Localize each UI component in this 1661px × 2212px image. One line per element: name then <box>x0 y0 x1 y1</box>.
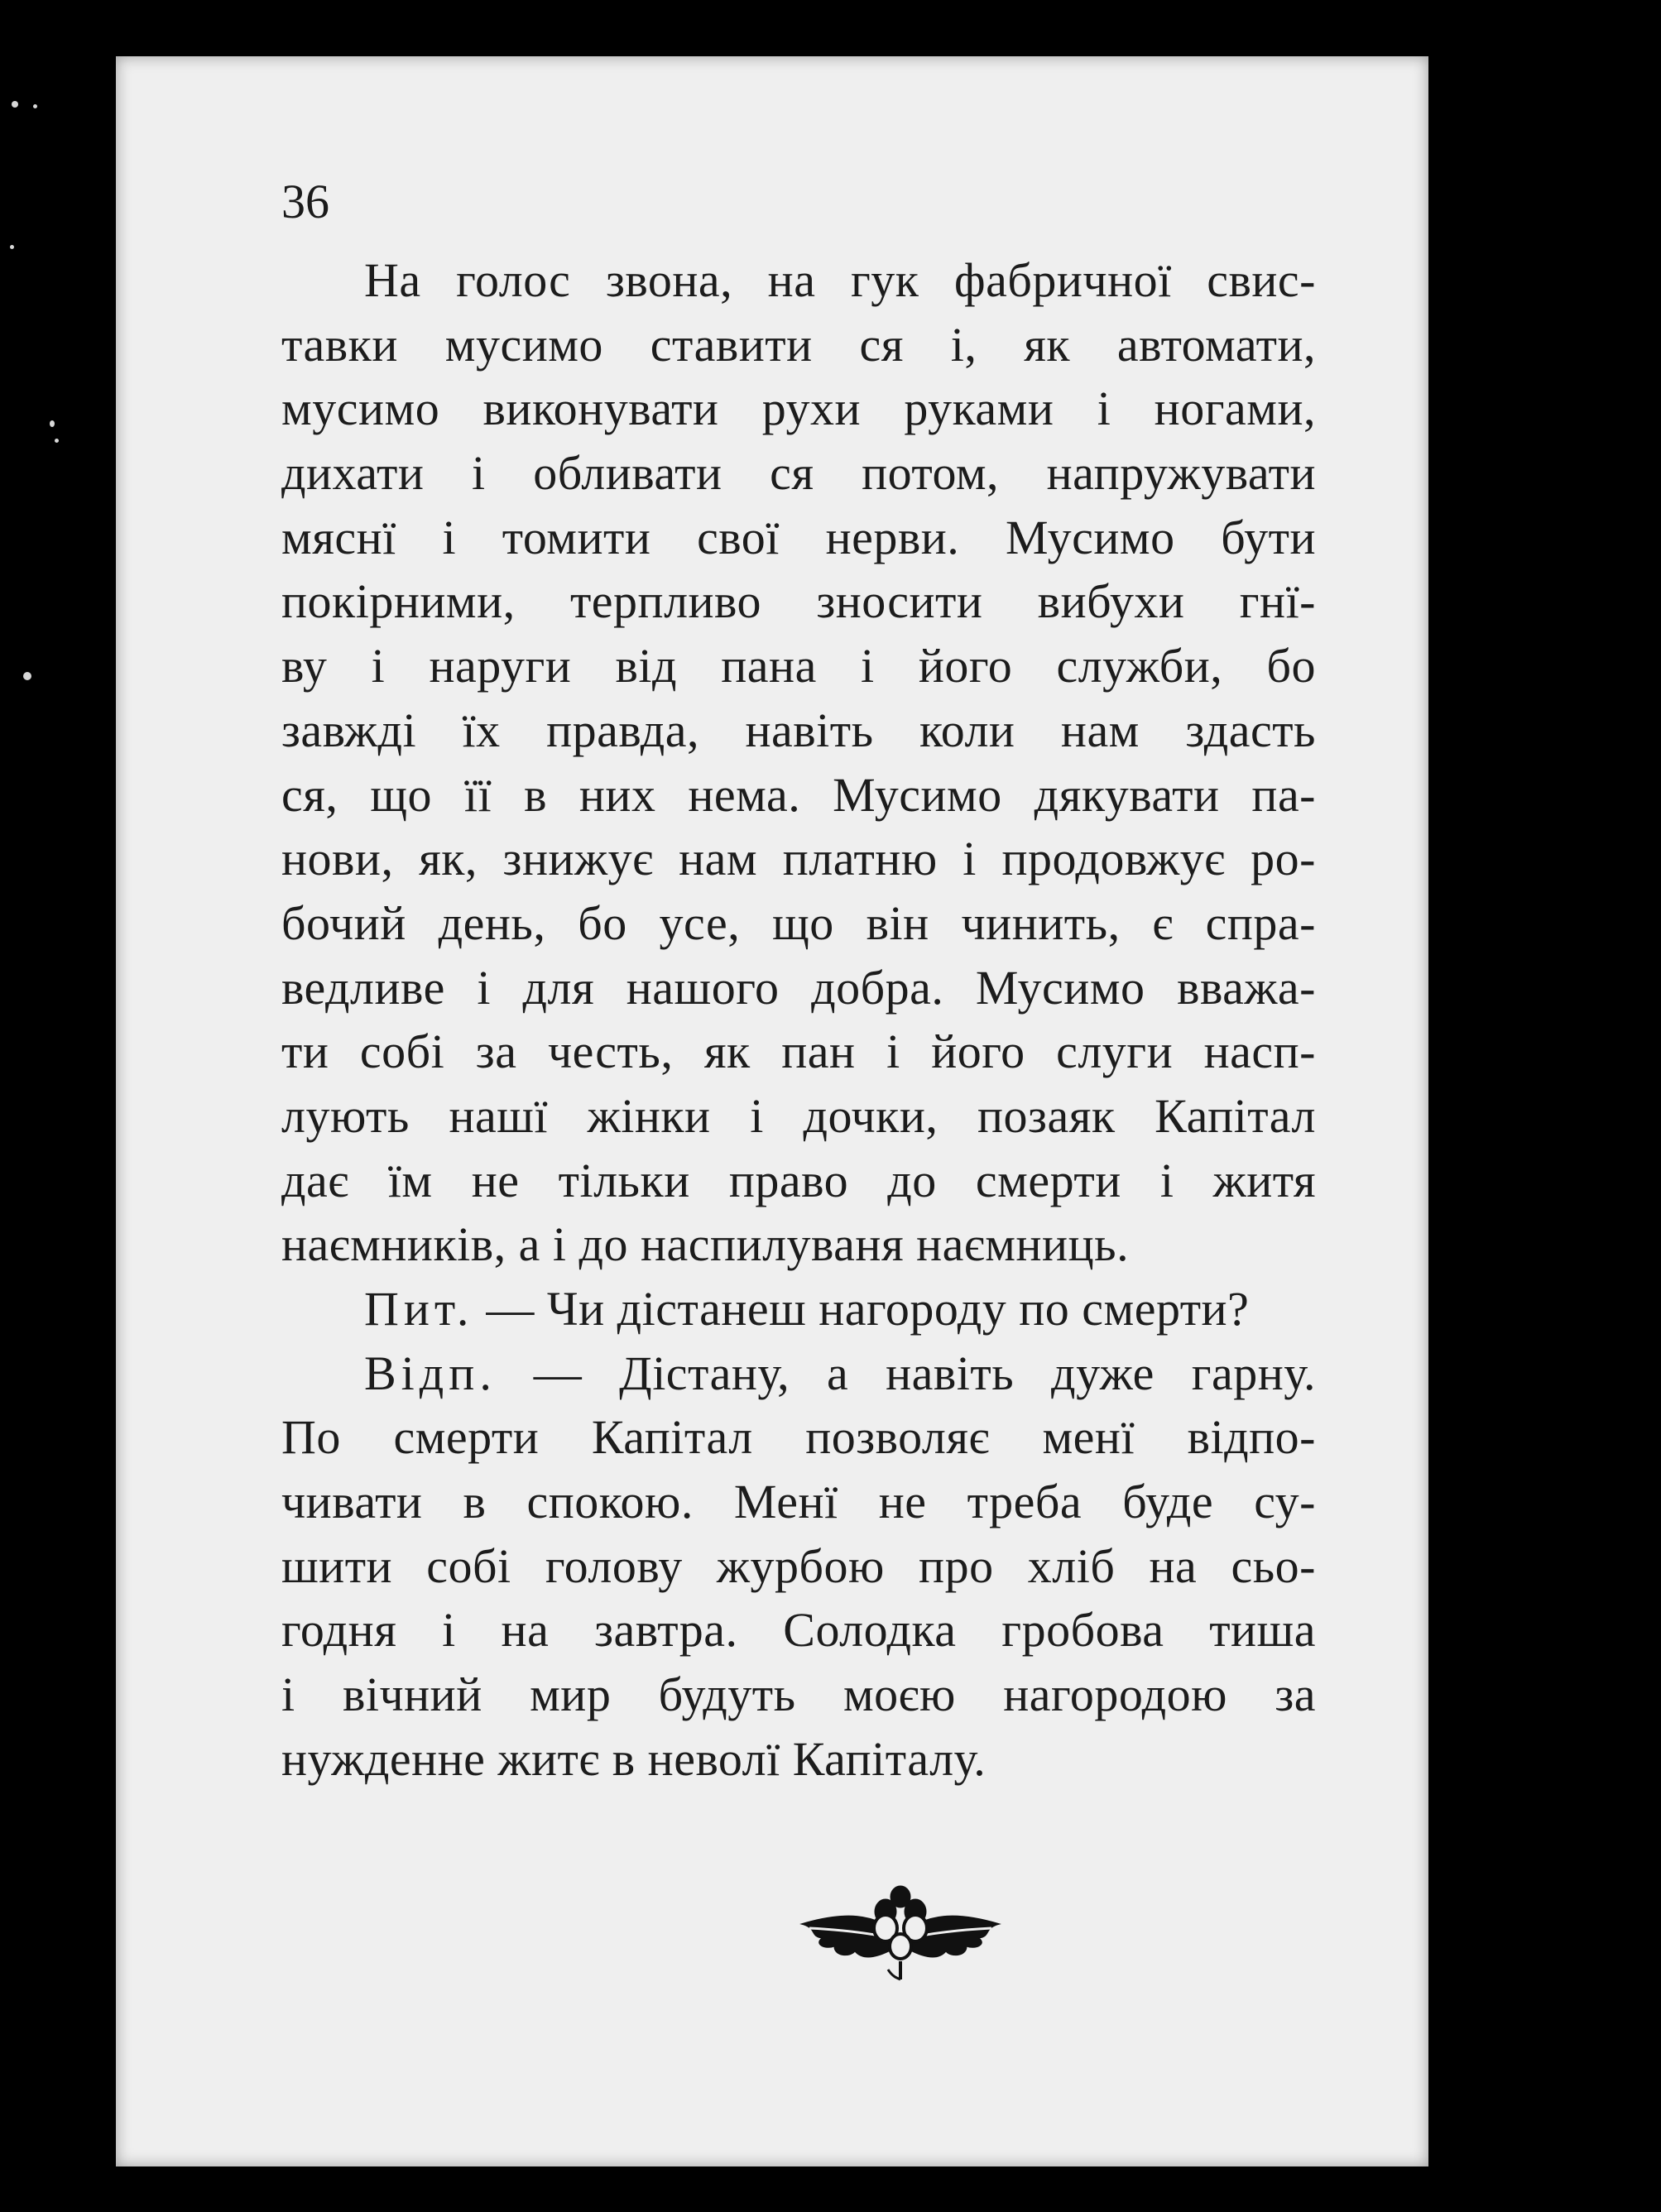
scan-speck <box>23 672 31 680</box>
paragraph-line: бочий день, бо усе, що він чинить, є спра- <box>281 895 1316 950</box>
paragraph-line: ву і наруги від пана і його служби, бо <box>281 639 1316 693</box>
answer-line: шити собі голову журбою про хліб на сьо- <box>281 1538 1316 1593</box>
paragraph-line: тавки мусимо ставити ся і, як автомати, <box>281 317 1316 372</box>
paragraph-line: дихати і обливати ся потом, напружувати <box>281 446 1316 501</box>
paragraph-line: ведливе і для нашого добра. Мусимо вважа- <box>281 960 1316 1015</box>
answer-line: По смерти Капітал позволяє менї відпо- <box>281 1410 1316 1465</box>
question-text: — Чи дістанеш нагороду по смерти? <box>486 1282 1250 1336</box>
answer-line: нужденне житє в неволї Капіталу. <box>281 1731 987 1786</box>
paragraph-line: лують нашї жінки і дочки, позаяк Капітал <box>281 1088 1316 1143</box>
paragraph-line: мяснї і томити свої нерви. Мусимо бути <box>281 510 1316 564</box>
paragraph-line: завжді їх правда, навіть коли нам здасть <box>281 703 1316 757</box>
answer-first-text: — Дістану, а навіть дуже гарну. <box>533 1346 1317 1400</box>
paragraph-line: ти собі за честь, як пан і його слуги насп- <box>281 1024 1316 1079</box>
paragraph-line: На голос звона, на гук фабричної свис- <box>364 253 1316 307</box>
paragraph-line: ся, що її в них нема. Мусимо дякувати па- <box>281 767 1316 822</box>
page-number: 36 <box>281 175 329 228</box>
oak-leaves-acorn-ornament-icon <box>793 1879 1008 1986</box>
paragraph-line: наємників, а і до наспилуваня наємниць. <box>281 1217 1130 1272</box>
answer-line: чивати в спокою. Менї не треба буде су- <box>281 1475 1316 1529</box>
question-label: Пит. <box>364 1282 474 1336</box>
body-text <box>281 248 1316 1792</box>
paragraph-line: мусимо виконувати рухи руками і ногами, <box>281 381 1316 436</box>
answer-label: Відп. <box>364 1346 497 1400</box>
answer-line: годня і на завтра. Солодка гробова тиша <box>281 1603 1316 1658</box>
paragraph-line: дає їм не тільки право до смерти і житя <box>281 1153 1316 1207</box>
scan-speck <box>55 439 59 443</box>
question-line <box>281 1277 1316 1341</box>
scan-speck <box>10 245 14 249</box>
answer-line: і вічний мир будуть моєю нагородою за <box>281 1667 1316 1722</box>
scan-speck <box>50 420 55 427</box>
scan-speck <box>12 101 18 108</box>
scan-speck <box>33 104 37 108</box>
answer-first-line <box>281 1341 1316 1406</box>
paragraph-line: покірними, терпливо зносити вибухи гнї- <box>281 574 1316 629</box>
paragraph-line: нови, як, знижує нам платню і продовжує ро- <box>281 832 1316 886</box>
